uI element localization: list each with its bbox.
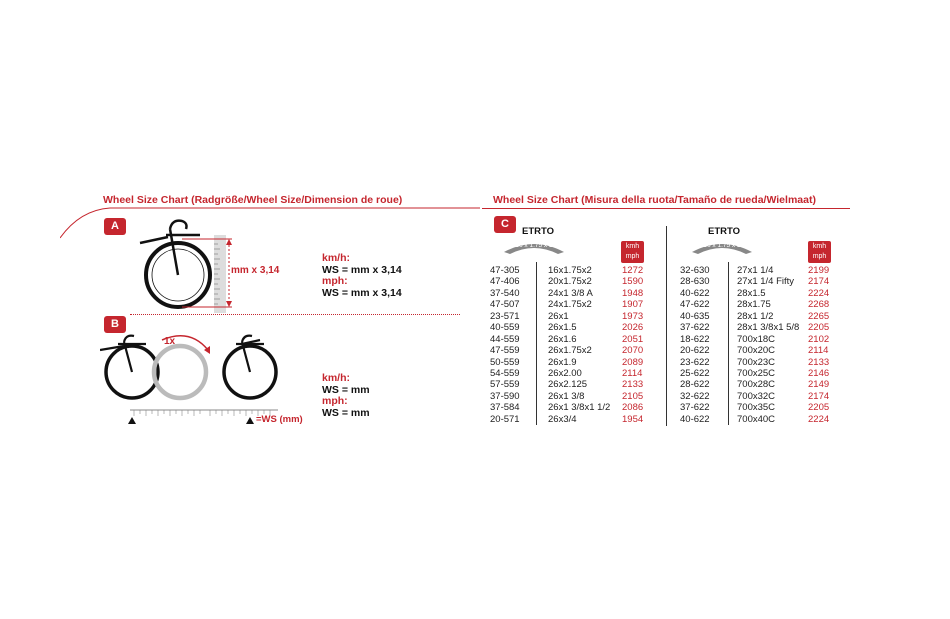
- left-chart-title: Wheel Size Chart (Radgröße/Wheel Size/Dimension de roue): [103, 194, 403, 206]
- size-cell: 26x1.5: [548, 322, 577, 334]
- value-cell: 1973: [622, 310, 644, 322]
- value-cell: 1948: [622, 287, 644, 299]
- right-chart-title: Wheel Size Chart (Misura della ruota/Tamaño de rueda/Wielmaat): [493, 194, 816, 206]
- section-a-formulas: [322, 253, 402, 299]
- table-row: [680, 276, 840, 287]
- etrto-cell: 50-559: [490, 356, 520, 368]
- value-cell: 2146: [808, 367, 830, 379]
- value-cell: 1954: [622, 413, 644, 425]
- size-cell: 26x2.125: [548, 379, 588, 391]
- etrto-cell: 28-622: [680, 379, 710, 391]
- ws-label: =WS (mm): [256, 414, 303, 425]
- table-row: [680, 288, 840, 299]
- a-kmh-label: km/h:: [322, 252, 351, 264]
- table-row: [490, 379, 650, 390]
- a-mph-label: mph:: [322, 275, 348, 287]
- b-mph-formula: WS = mm: [322, 406, 370, 419]
- table1-unit-badge: kmh mph: [621, 241, 644, 263]
- table-row: [490, 334, 650, 345]
- size-cell: 26x1 3/8: [548, 390, 585, 402]
- b-kmh-formula: WS = mm: [322, 383, 370, 396]
- b-kmh-label: km/h:: [322, 372, 351, 384]
- etrto-cell: 37-590: [490, 390, 520, 402]
- section-c-badge: C: [494, 216, 516, 233]
- table1-divider: [536, 262, 537, 425]
- table-row: [490, 391, 650, 402]
- table-row: [680, 402, 840, 413]
- value-cell: 2149: [808, 379, 830, 391]
- etrto-cell: 25-622: [680, 367, 710, 379]
- value-cell: 1590: [622, 276, 644, 288]
- table-row: [490, 402, 650, 413]
- table-row: [680, 311, 840, 322]
- table2-etrto-header: ETRTO: [708, 226, 741, 237]
- value-cell: 2105: [622, 390, 644, 402]
- value-cell: 2205: [808, 402, 830, 414]
- etrto-cell: 40-622: [680, 413, 710, 425]
- size-cell: 700x25C: [737, 367, 776, 379]
- value-cell: 2224: [808, 287, 830, 299]
- value-cell: 2070: [622, 345, 644, 357]
- size-cell: 27x1 1/4: [737, 265, 774, 276]
- table1-etrto-header: ETRTO: [522, 226, 555, 237]
- table2: [680, 265, 840, 425]
- value-cell: 1272: [622, 265, 644, 276]
- b-mph-label: mph:: [322, 395, 348, 407]
- size-cell: 20x1.75x2: [548, 276, 592, 288]
- table-row: [490, 345, 650, 356]
- etrto-cell: 23-622: [680, 356, 710, 368]
- etrto-cell: 47-559: [490, 345, 520, 357]
- size-cell: 700x28C: [737, 379, 776, 391]
- size-cell: 700x35C: [737, 402, 776, 414]
- etrto-cell: 32-630: [680, 265, 710, 276]
- size-cell: 700x32C: [737, 390, 776, 402]
- size-cell: 26x1.9: [548, 356, 577, 368]
- etrto-cell: 20-571: [490, 413, 520, 425]
- size-cell: 26x2.00: [548, 367, 582, 379]
- table2-divider: [728, 262, 729, 425]
- table1-tire-marking: 16 x 1.75 x 2: [515, 242, 553, 249]
- table-row: [680, 357, 840, 368]
- etrto-cell: 40-622: [680, 287, 710, 299]
- table-row: [680, 334, 840, 345]
- value-cell: 2224: [808, 413, 830, 425]
- size-cell: 24x1 3/8 A: [548, 287, 593, 299]
- table-row: [680, 368, 840, 379]
- etrto-cell: 40-559: [490, 322, 520, 334]
- size-cell: 26x3/4: [548, 413, 577, 425]
- table2-unit-badge: kmh mph: [808, 241, 831, 263]
- value-cell: 2265: [808, 310, 830, 322]
- etrto-cell: 28-630: [680, 276, 710, 288]
- etrto-cell: 44-559: [490, 333, 520, 345]
- size-cell: 700x40C: [737, 413, 776, 425]
- etrto-cell: 37-540: [490, 287, 520, 299]
- etrto-cell: 57-559: [490, 379, 520, 391]
- table-row: [490, 265, 650, 276]
- value-cell: 2086: [622, 402, 644, 414]
- table-row: [490, 276, 650, 287]
- value-cell: 2133: [808, 356, 830, 368]
- table1: [490, 265, 650, 425]
- value-cell: 2199: [808, 265, 830, 276]
- value-cell: 2268: [808, 299, 830, 311]
- etrto-cell: 54-559: [490, 367, 520, 379]
- size-cell: 700x23C: [737, 356, 776, 368]
- table-row: [680, 391, 840, 402]
- table-row: [490, 299, 650, 310]
- table-row: [680, 322, 840, 333]
- etrto-cell: 20-622: [680, 345, 710, 357]
- table-row: [680, 414, 840, 425]
- table-row: [490, 357, 650, 368]
- value-cell: 2174: [808, 276, 830, 288]
- table-row: [490, 288, 650, 299]
- table-row: [680, 379, 840, 390]
- size-cell: 26x1 3/8x1 1/2: [548, 402, 611, 414]
- value-cell: 2174: [808, 390, 830, 402]
- size-cell: 28x1 1/2: [737, 310, 774, 322]
- table-row: [680, 299, 840, 310]
- size-cell: 26x1.75x2: [548, 345, 592, 357]
- etrto-cell: 37-622: [680, 402, 710, 414]
- etrto-cell: 37-622: [680, 322, 710, 334]
- table-row: [680, 265, 840, 276]
- etrto-cell: 37-584: [490, 402, 520, 414]
- etrto-cell: 18-622: [680, 333, 710, 345]
- center-divider: [666, 226, 667, 426]
- table-row: [490, 368, 650, 379]
- bicycle-measure-illustration: [130, 213, 240, 313]
- size-cell: 28x1 3/8x1 5/8: [737, 322, 800, 334]
- section-b-badge: B: [104, 316, 126, 333]
- etrto-cell: 47-507: [490, 299, 520, 311]
- value-cell: 2051: [622, 333, 644, 345]
- etrto-cell: 32-622: [680, 390, 710, 402]
- value-cell: 2089: [622, 356, 644, 368]
- size-cell: 28x1.75: [737, 299, 771, 311]
- rotation-label: 1x: [164, 336, 176, 347]
- size-cell: 16x1.75x2: [548, 265, 592, 276]
- table-row: [490, 322, 650, 333]
- value-cell: 2205: [808, 322, 830, 334]
- etrto-cell: 23-571: [490, 310, 520, 322]
- size-cell: 700x18C: [737, 333, 776, 345]
- section-a-badge: A: [104, 218, 126, 235]
- table-row: [680, 345, 840, 356]
- table-row: [490, 311, 650, 322]
- a-mph-formula: WS = mm x 3,14: [322, 286, 402, 299]
- size-cell: 700x20C: [737, 345, 776, 357]
- etrto-cell: 47-305: [490, 265, 520, 276]
- value-cell: 2114: [808, 345, 829, 357]
- measure-label: mm x 3,14: [231, 265, 280, 276]
- a-kmh-formula: WS = mm x 3,14: [322, 263, 402, 276]
- size-cell: 26x1.6: [548, 333, 577, 345]
- size-cell: 26x1: [548, 310, 569, 322]
- etrto-cell: 47-622: [680, 299, 710, 311]
- etrto-cell: 40-635: [680, 310, 710, 322]
- value-cell: 1907: [622, 299, 644, 311]
- size-cell: 24x1.75x2: [548, 299, 592, 311]
- section-separator: [130, 314, 460, 315]
- size-cell: 28x1.5: [737, 287, 766, 299]
- value-cell: 2133: [622, 379, 644, 391]
- table-row: [490, 414, 650, 425]
- right-title-underline: [482, 208, 850, 209]
- size-cell: 27x1 1/4 Fifty: [737, 276, 795, 288]
- value-cell: 2026: [622, 322, 644, 334]
- value-cell: 2102: [808, 333, 830, 345]
- section-b-formulas: [322, 373, 370, 419]
- value-cell: 2114: [622, 367, 643, 379]
- table2-tire-marking: 16 x 1.75 x 2: [703, 242, 741, 249]
- etrto-cell: 47-406: [490, 276, 520, 288]
